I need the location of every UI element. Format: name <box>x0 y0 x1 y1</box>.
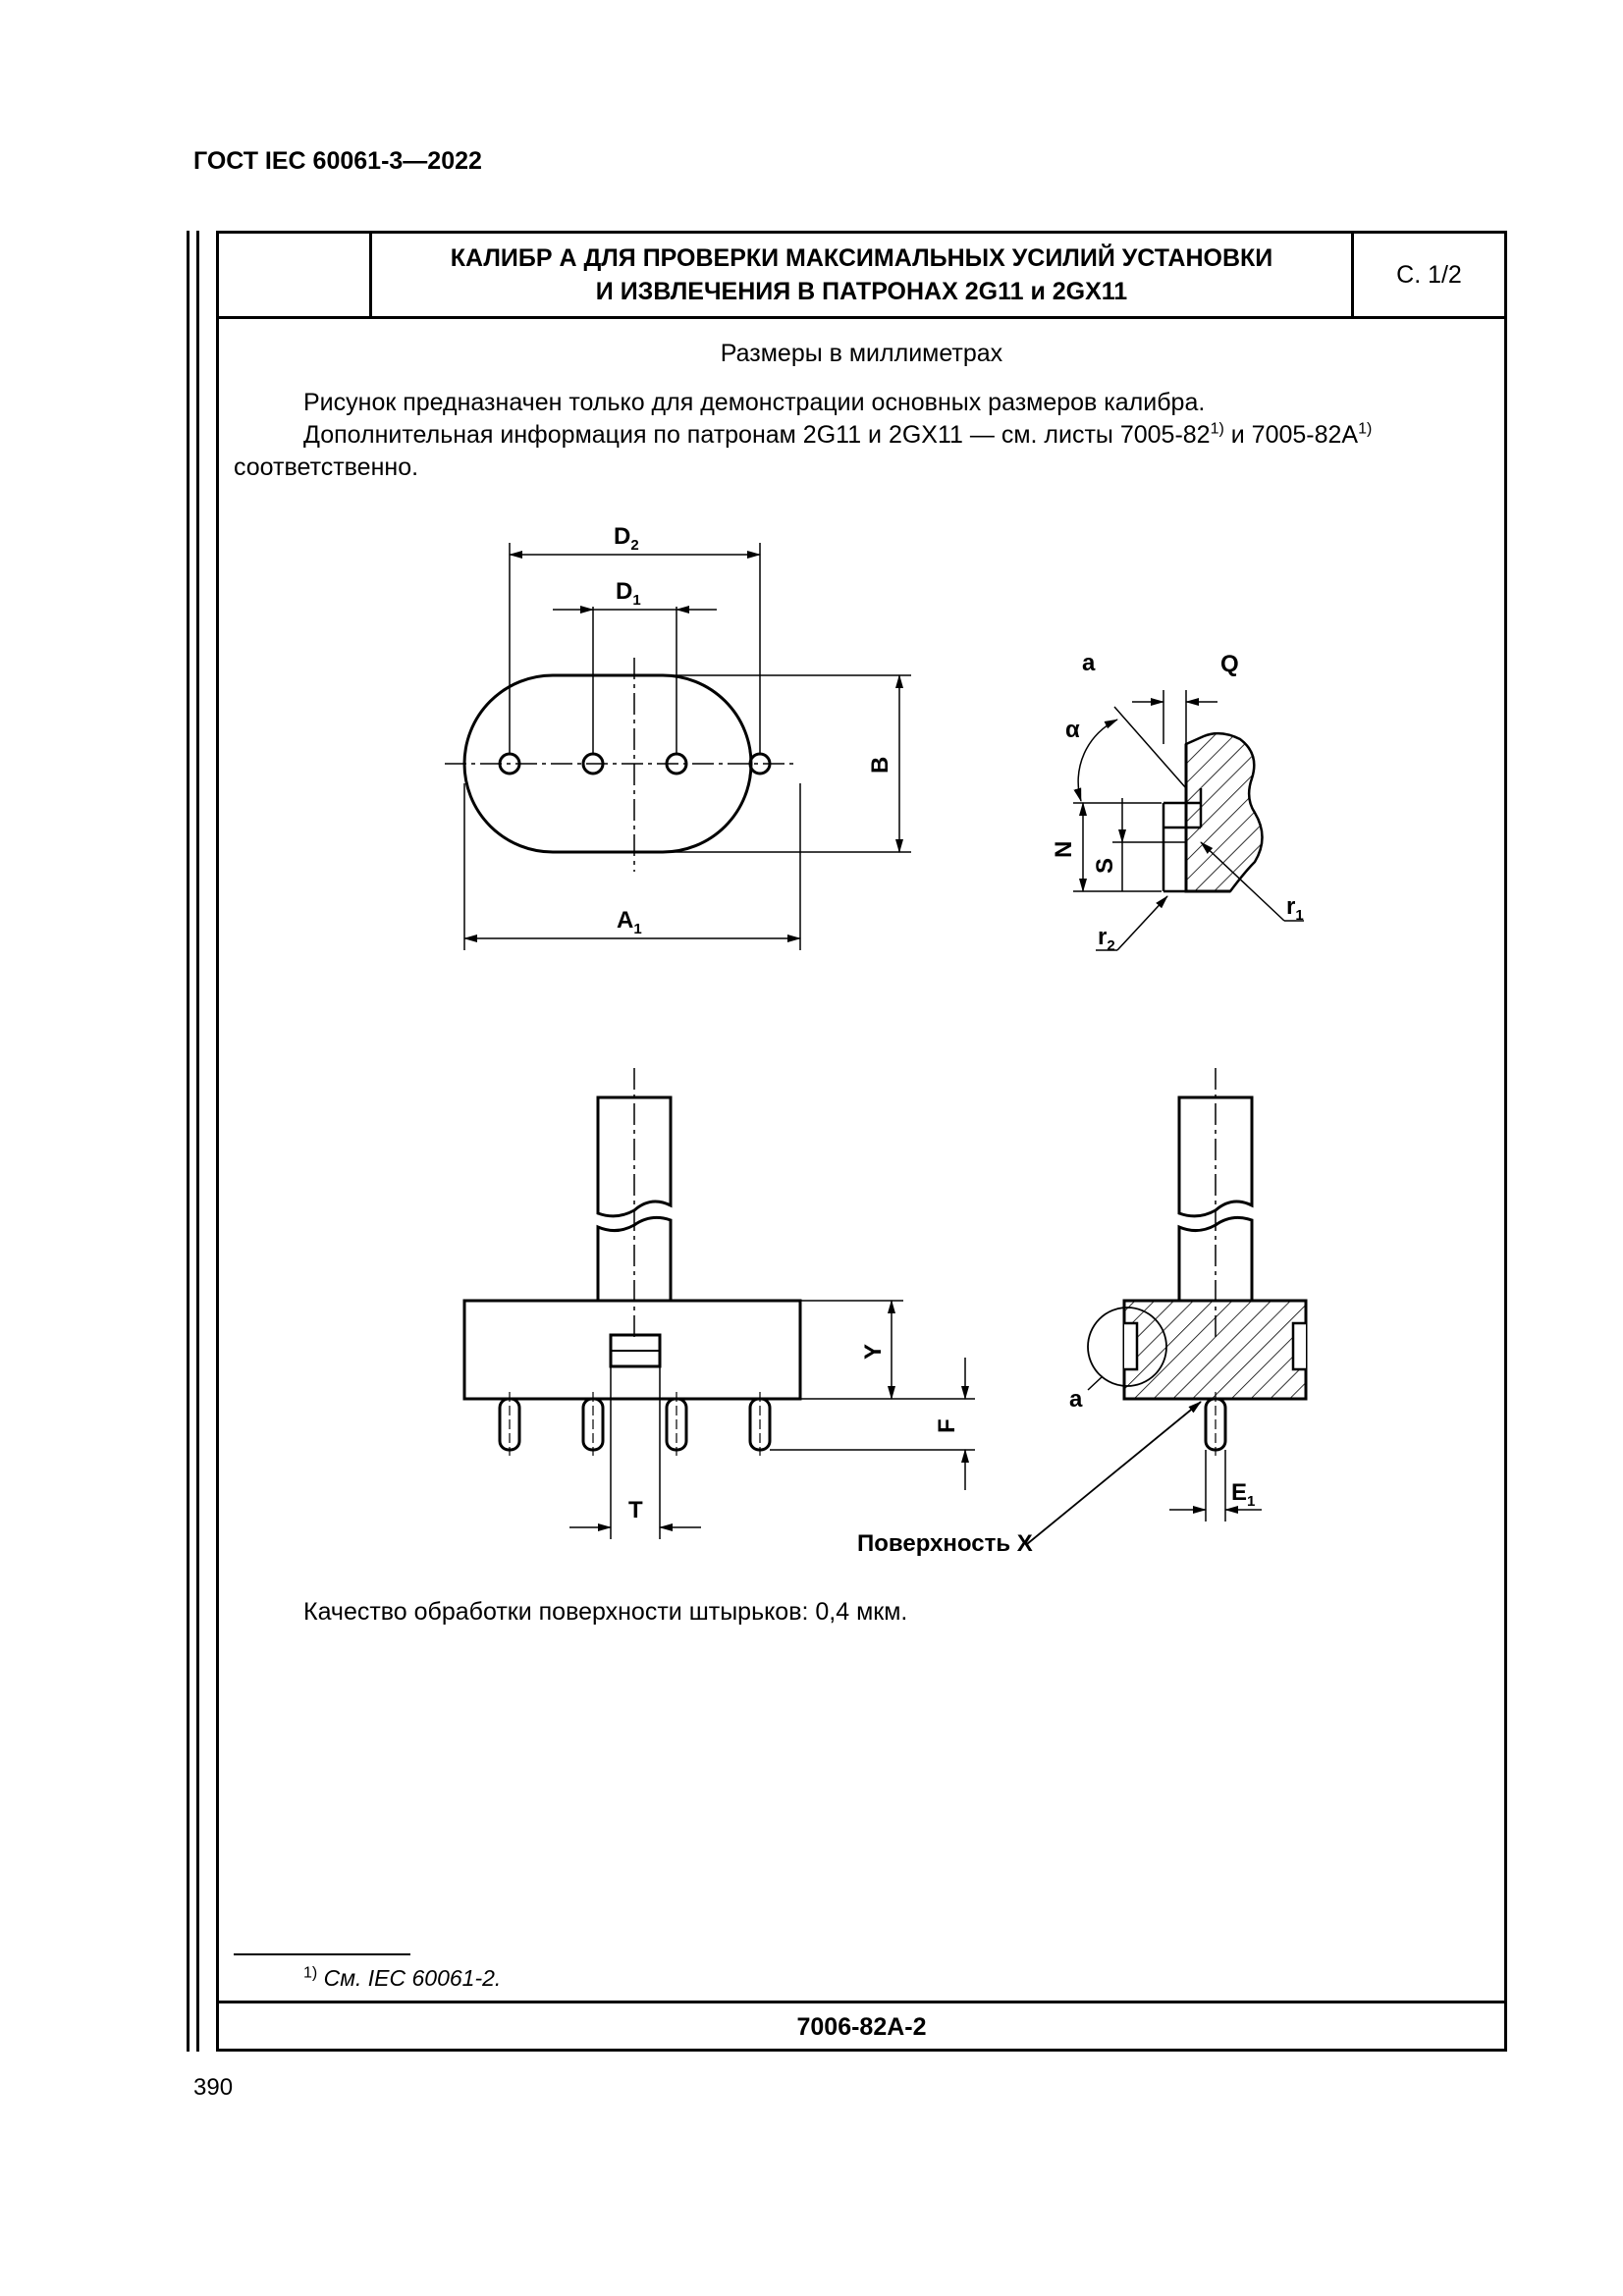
label-t: T <box>628 1497 643 1523</box>
page-number: 390 <box>193 2074 234 2101</box>
footnote-ref: 1) <box>1210 420 1224 438</box>
label-b: B <box>867 756 893 774</box>
gauge-drawings <box>219 234 1504 2049</box>
drawing-sheet-frame <box>216 231 1507 2052</box>
label-f: F <box>934 1418 960 1433</box>
label-e1: $E_1$ <box>1231 1479 1256 1510</box>
leader-r2 <box>1117 896 1167 950</box>
sheet-code: 7006-82A-2 <box>796 2013 927 2041</box>
binding-margin-lines <box>187 231 200 2052</box>
section-view <box>1027 1068 1306 1544</box>
front-view <box>464 1068 975 1539</box>
label-r2: $r_2$ <box>1098 924 1115 954</box>
label-y: Y <box>860 1343 887 1360</box>
intro-text-part: Дополнительная информация по патронам 2G11 и 2GX11 — см. листы 7005-82 <box>303 421 1211 449</box>
footnote-text: См. IEC 60061-2. <box>317 1965 502 1991</box>
leader-surface-x <box>1027 1402 1201 1544</box>
label-a1: $A_1$ <box>617 907 642 937</box>
label-n: N <box>1051 840 1077 858</box>
intro-text-part: и 7005-82A <box>1223 421 1359 449</box>
footnote-marker: 1) <box>303 1964 318 1982</box>
angle-alpha <box>1078 720 1117 801</box>
label-a-circle: a <box>1069 1386 1083 1413</box>
detail-hatched-section <box>1186 733 1263 891</box>
title-line-1: КАЛИБР А ДЛЯ ПРОВЕРКИ МАКСИМАЛЬНЫХ УСИЛИЙ УСТАНОВКИ <box>450 244 1273 272</box>
label-detail-a: a <box>1082 650 1096 676</box>
footnote-ref: 1) <box>1358 420 1373 438</box>
label-r1: $r_1$ <box>1286 893 1304 924</box>
intro-line-3: соответственно. <box>234 454 419 481</box>
label-alpha: α <box>1065 717 1080 743</box>
sheet-number: С. 1/2 <box>1396 260 1462 289</box>
units-note: Размеры в миллиметрах <box>720 340 1003 367</box>
label-d1: $D_1$ <box>616 578 641 609</box>
footnote-rule <box>234 1953 410 1955</box>
label-q: Q <box>1220 651 1239 677</box>
detail-a <box>1073 690 1304 950</box>
standard-id: ГОСТ IEC 60061-3—2022 <box>193 147 482 175</box>
label-surface-x: Поверхность X <box>857 1530 1033 1557</box>
surface-quality-note: Качество обработки поверхности штырьков: 0,4 мкм. <box>303 1598 908 1626</box>
sheet-footer <box>219 2001 1504 2052</box>
label-s: S <box>1092 857 1118 874</box>
intro-line-1: Рисунок предназначен только для демонстрации основных размеров калибра. <box>303 389 1206 416</box>
title-line-2: И ИЗВЛЕЧЕНИЯ В ПАТРОНАХ 2G11 и 2GX11 <box>595 278 1128 305</box>
label-d2: $D_2$ <box>614 523 639 554</box>
top-view <box>445 543 911 950</box>
footnote <box>303 1965 501 1992</box>
